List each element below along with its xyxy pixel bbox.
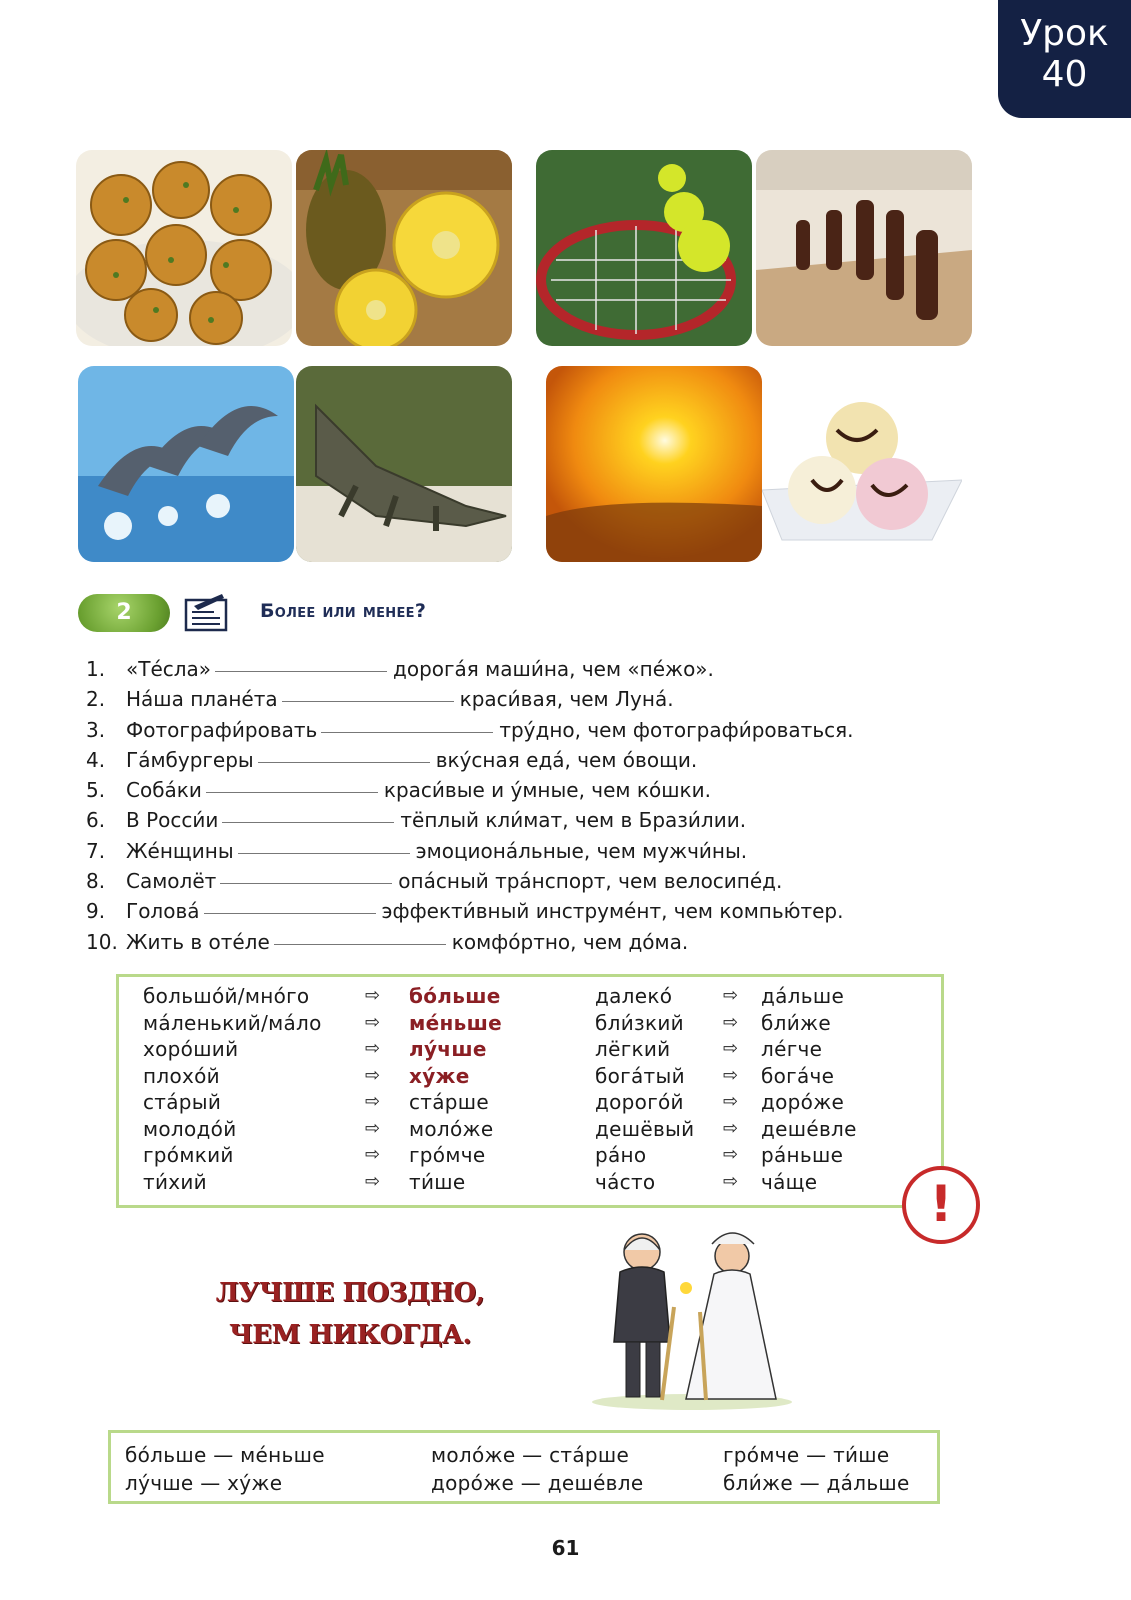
comparative-form: рáньше: [761, 1143, 844, 1167]
exercise-header: [78, 592, 678, 636]
sentence-start: Собáки: [126, 778, 202, 803]
sentence-number: 9.: [86, 899, 106, 924]
comparative-form: дешéвле: [761, 1116, 857, 1141]
sentence-number: 3.: [86, 717, 106, 742]
arrow-right-icon: ⇨: [365, 985, 381, 1006]
arrow-right-icon: ⇨: [365, 1144, 381, 1165]
base-form: чáсто: [595, 1169, 656, 1194]
lesson-tab: [998, 0, 1131, 118]
sentence: [86, 866, 986, 896]
pair: доро́же — дешéвле: [431, 1471, 644, 1495]
answer-blank[interactable]: [222, 821, 394, 823]
arrow-right-icon: ⇨: [365, 1091, 381, 1112]
comparative-form: бли́же: [761, 1010, 831, 1035]
sentence-start: Головá: [126, 899, 200, 924]
sentence: [86, 654, 986, 684]
exercise-title: Более или менее?: [260, 600, 427, 622]
arrow-right-icon: ⇨: [723, 1091, 739, 1112]
antonym-pairs: [108, 1430, 940, 1504]
arrow-right-icon: ⇨: [723, 1117, 739, 1139]
page-number: 61: [551, 1536, 580, 1560]
sentence-start: Фотографи́ровать: [126, 717, 318, 742]
proverb-line: ЧЕМ НИКОГДА.: [228, 1320, 472, 1350]
comparative-form: богáче: [761, 1063, 835, 1088]
sentence-end: вкýсная едá, чем о́вощи.: [435, 747, 698, 772]
comparatives-table: [116, 974, 944, 1208]
comparative-form: гро́мче: [409, 1143, 486, 1167]
base-form: рáно: [595, 1143, 647, 1167]
sentence-end: опáсный трáнспорт, чем велосипéд.: [398, 869, 783, 894]
write-task-icon: [184, 592, 228, 632]
sentence: [86, 927, 986, 957]
base-form: молодо́й: [143, 1116, 237, 1141]
proverb: [200, 1272, 500, 1356]
answer-blank[interactable]: [274, 943, 446, 945]
base-form: лёгкий: [595, 1037, 671, 1061]
comparative-form: бо́льше: [409, 984, 501, 1008]
comparative-form: дáльше: [761, 984, 845, 1008]
comparative-row: [595, 1089, 935, 1116]
dolphins-photo: [78, 366, 294, 562]
base-form: стáрый: [143, 1090, 222, 1114]
sentence-start: Нáша планéта: [126, 687, 278, 712]
comparatives-left-column: [143, 983, 543, 1195]
sentence-number: 7.: [86, 838, 106, 863]
sentence-number: 4.: [86, 747, 106, 772]
comparative-row: [143, 1036, 543, 1063]
sentence: [86, 684, 986, 714]
answer-blank[interactable]: [258, 761, 430, 763]
answer-blank[interactable]: [321, 731, 493, 733]
pairs-column: [723, 1441, 910, 1497]
comparative-row: [595, 1010, 935, 1037]
comparative-form: ти́ше: [409, 1169, 466, 1194]
base-form: ти́хий: [143, 1169, 207, 1194]
pair: лýчше — хýже: [125, 1471, 283, 1495]
lesson-label: Урок: [1020, 13, 1109, 54]
base-form: дорого́й: [595, 1090, 684, 1114]
comparative-row: [143, 1063, 543, 1090]
sentence-end: эмоционáльные, чем мужчи́ны.: [415, 838, 748, 863]
comparative-row: [143, 1010, 543, 1037]
ice-cream-photo: [762, 390, 962, 550]
base-form: хоро́ший: [143, 1037, 239, 1061]
comparative-row: [143, 1142, 543, 1169]
comparative-form: чáще: [761, 1169, 818, 1194]
answer-blank[interactable]: [282, 700, 454, 702]
fried-potatoes-photo: [76, 150, 292, 346]
arrow-right-icon: ⇨: [723, 1144, 739, 1165]
comparative-form: лýчше: [409, 1037, 487, 1061]
base-form: плохо́й: [143, 1063, 220, 1088]
comparative-row: [595, 1142, 935, 1169]
sunset-photo: [546, 366, 762, 562]
sentence-number: 10.: [86, 929, 118, 954]
sentence: [86, 836, 986, 866]
comparative-row: [595, 1036, 935, 1063]
old-couple-illustration: [582, 1222, 802, 1412]
base-form: большо́й/мно́го: [143, 984, 310, 1008]
answer-blank[interactable]: [206, 791, 378, 793]
answer-blank[interactable]: [220, 882, 392, 884]
sentence-end: трýдно, чем фотографи́роваться.: [499, 717, 854, 742]
sentence-end: дорогáя маши́на, чем «пéжо».: [393, 657, 714, 681]
comparative-row: [595, 1169, 935, 1196]
answer-blank[interactable]: [215, 670, 387, 672]
pineapple-photo: [296, 150, 512, 346]
pair: гро́мче — ти́ше: [723, 1443, 890, 1467]
arrow-right-icon: ⇨: [365, 1011, 381, 1033]
sentence-number: 2.: [86, 687, 106, 712]
tennis-racket-balls-photo: [536, 150, 752, 346]
exercise-sentences: [86, 654, 986, 957]
arrow-right-icon: ⇨: [723, 985, 739, 1006]
sentence-number: 6.: [86, 808, 106, 833]
arrow-right-icon: ⇨: [723, 1064, 739, 1086]
attention-mark: !: [902, 1166, 980, 1244]
sentence-end: краси́вая, чем Лунá.: [459, 687, 674, 712]
arrow-right-icon: ⇨: [365, 1170, 381, 1192]
answer-blank[interactable]: [238, 852, 410, 854]
sentence-number: 1.: [86, 657, 106, 681]
comparative-row: [143, 1169, 543, 1196]
exercise-number: 2: [116, 600, 132, 625]
arrow-right-icon: ⇨: [723, 1038, 739, 1059]
sentence: [86, 805, 986, 835]
pair: бо́льше — мéньше: [125, 1443, 325, 1467]
sentence-end: эффекти́вный инструмéнт, чем компью́тер.: [381, 899, 844, 924]
sentence: [86, 745, 986, 775]
comparative-form: мéньше: [409, 1010, 502, 1035]
arrow-right-icon: ⇨: [365, 1117, 381, 1139]
comparative-row: [595, 1116, 935, 1143]
pairs-column: [431, 1441, 643, 1497]
sentence-start: Самолёт: [126, 869, 217, 894]
comparative-row: [143, 1089, 543, 1116]
base-form: богáтый: [595, 1063, 685, 1088]
base-form: мáленький/мáло: [143, 1010, 322, 1035]
comparative-row: [143, 1116, 543, 1143]
answer-blank[interactable]: [204, 912, 376, 914]
proverb-line: ЛУЧШЕ ПОЗДНО,: [215, 1278, 485, 1308]
sentence: [86, 896, 986, 926]
sentence-number: 5.: [86, 778, 106, 803]
sentence-start: Жéнщины: [126, 838, 234, 863]
arrow-right-icon: ⇨: [365, 1064, 381, 1086]
comparative-form: лéгче: [761, 1037, 823, 1061]
sentence-start: Жить в отéле: [126, 929, 270, 954]
sentence: [86, 715, 986, 745]
sentence-start: В Росси́и: [126, 808, 219, 833]
comparative-form: доро́же: [761, 1090, 845, 1114]
chess-pieces-photo: [756, 150, 972, 346]
base-form: бли́зкий: [595, 1010, 684, 1035]
arrow-right-icon: ⇨: [723, 1011, 739, 1033]
sentence: [86, 775, 986, 805]
arrow-right-icon: ⇨: [723, 1170, 739, 1192]
exercise-number-badge: [78, 594, 170, 632]
arrow-right-icon: ⇨: [365, 1038, 381, 1059]
base-form: далеко́: [595, 984, 673, 1008]
lesson-number: 40: [1041, 54, 1088, 95]
sentence-start: Гáмбургеры: [126, 747, 254, 772]
comparative-form: моло́же: [409, 1116, 494, 1141]
sentence-start: «Тéсла»: [126, 657, 212, 681]
pair: моло́же — стáрше: [431, 1443, 630, 1467]
base-form: дешёвый: [595, 1116, 695, 1141]
comparative-row: [595, 983, 935, 1010]
sentence-end: комфо́ртно, чем до́ма.: [451, 929, 689, 954]
sentence-end: тёплый кли́мат, чем в Брази́лии.: [400, 808, 747, 833]
comparative-form: стáрше: [409, 1090, 490, 1114]
sentence-number: 8.: [86, 869, 106, 894]
comparative-row: [143, 983, 543, 1010]
base-form: гро́мкий: [143, 1143, 234, 1167]
pair: бли́же — дáльше: [723, 1471, 910, 1495]
comparatives-right-column: [595, 983, 935, 1195]
crocodile-photo: [296, 366, 512, 562]
sentence-end: краси́вые и ýмные, чем ко́шки.: [383, 778, 711, 803]
pairs-column: [125, 1441, 325, 1497]
comparative-form: хýже: [409, 1063, 470, 1088]
comparative-row: [595, 1063, 935, 1090]
